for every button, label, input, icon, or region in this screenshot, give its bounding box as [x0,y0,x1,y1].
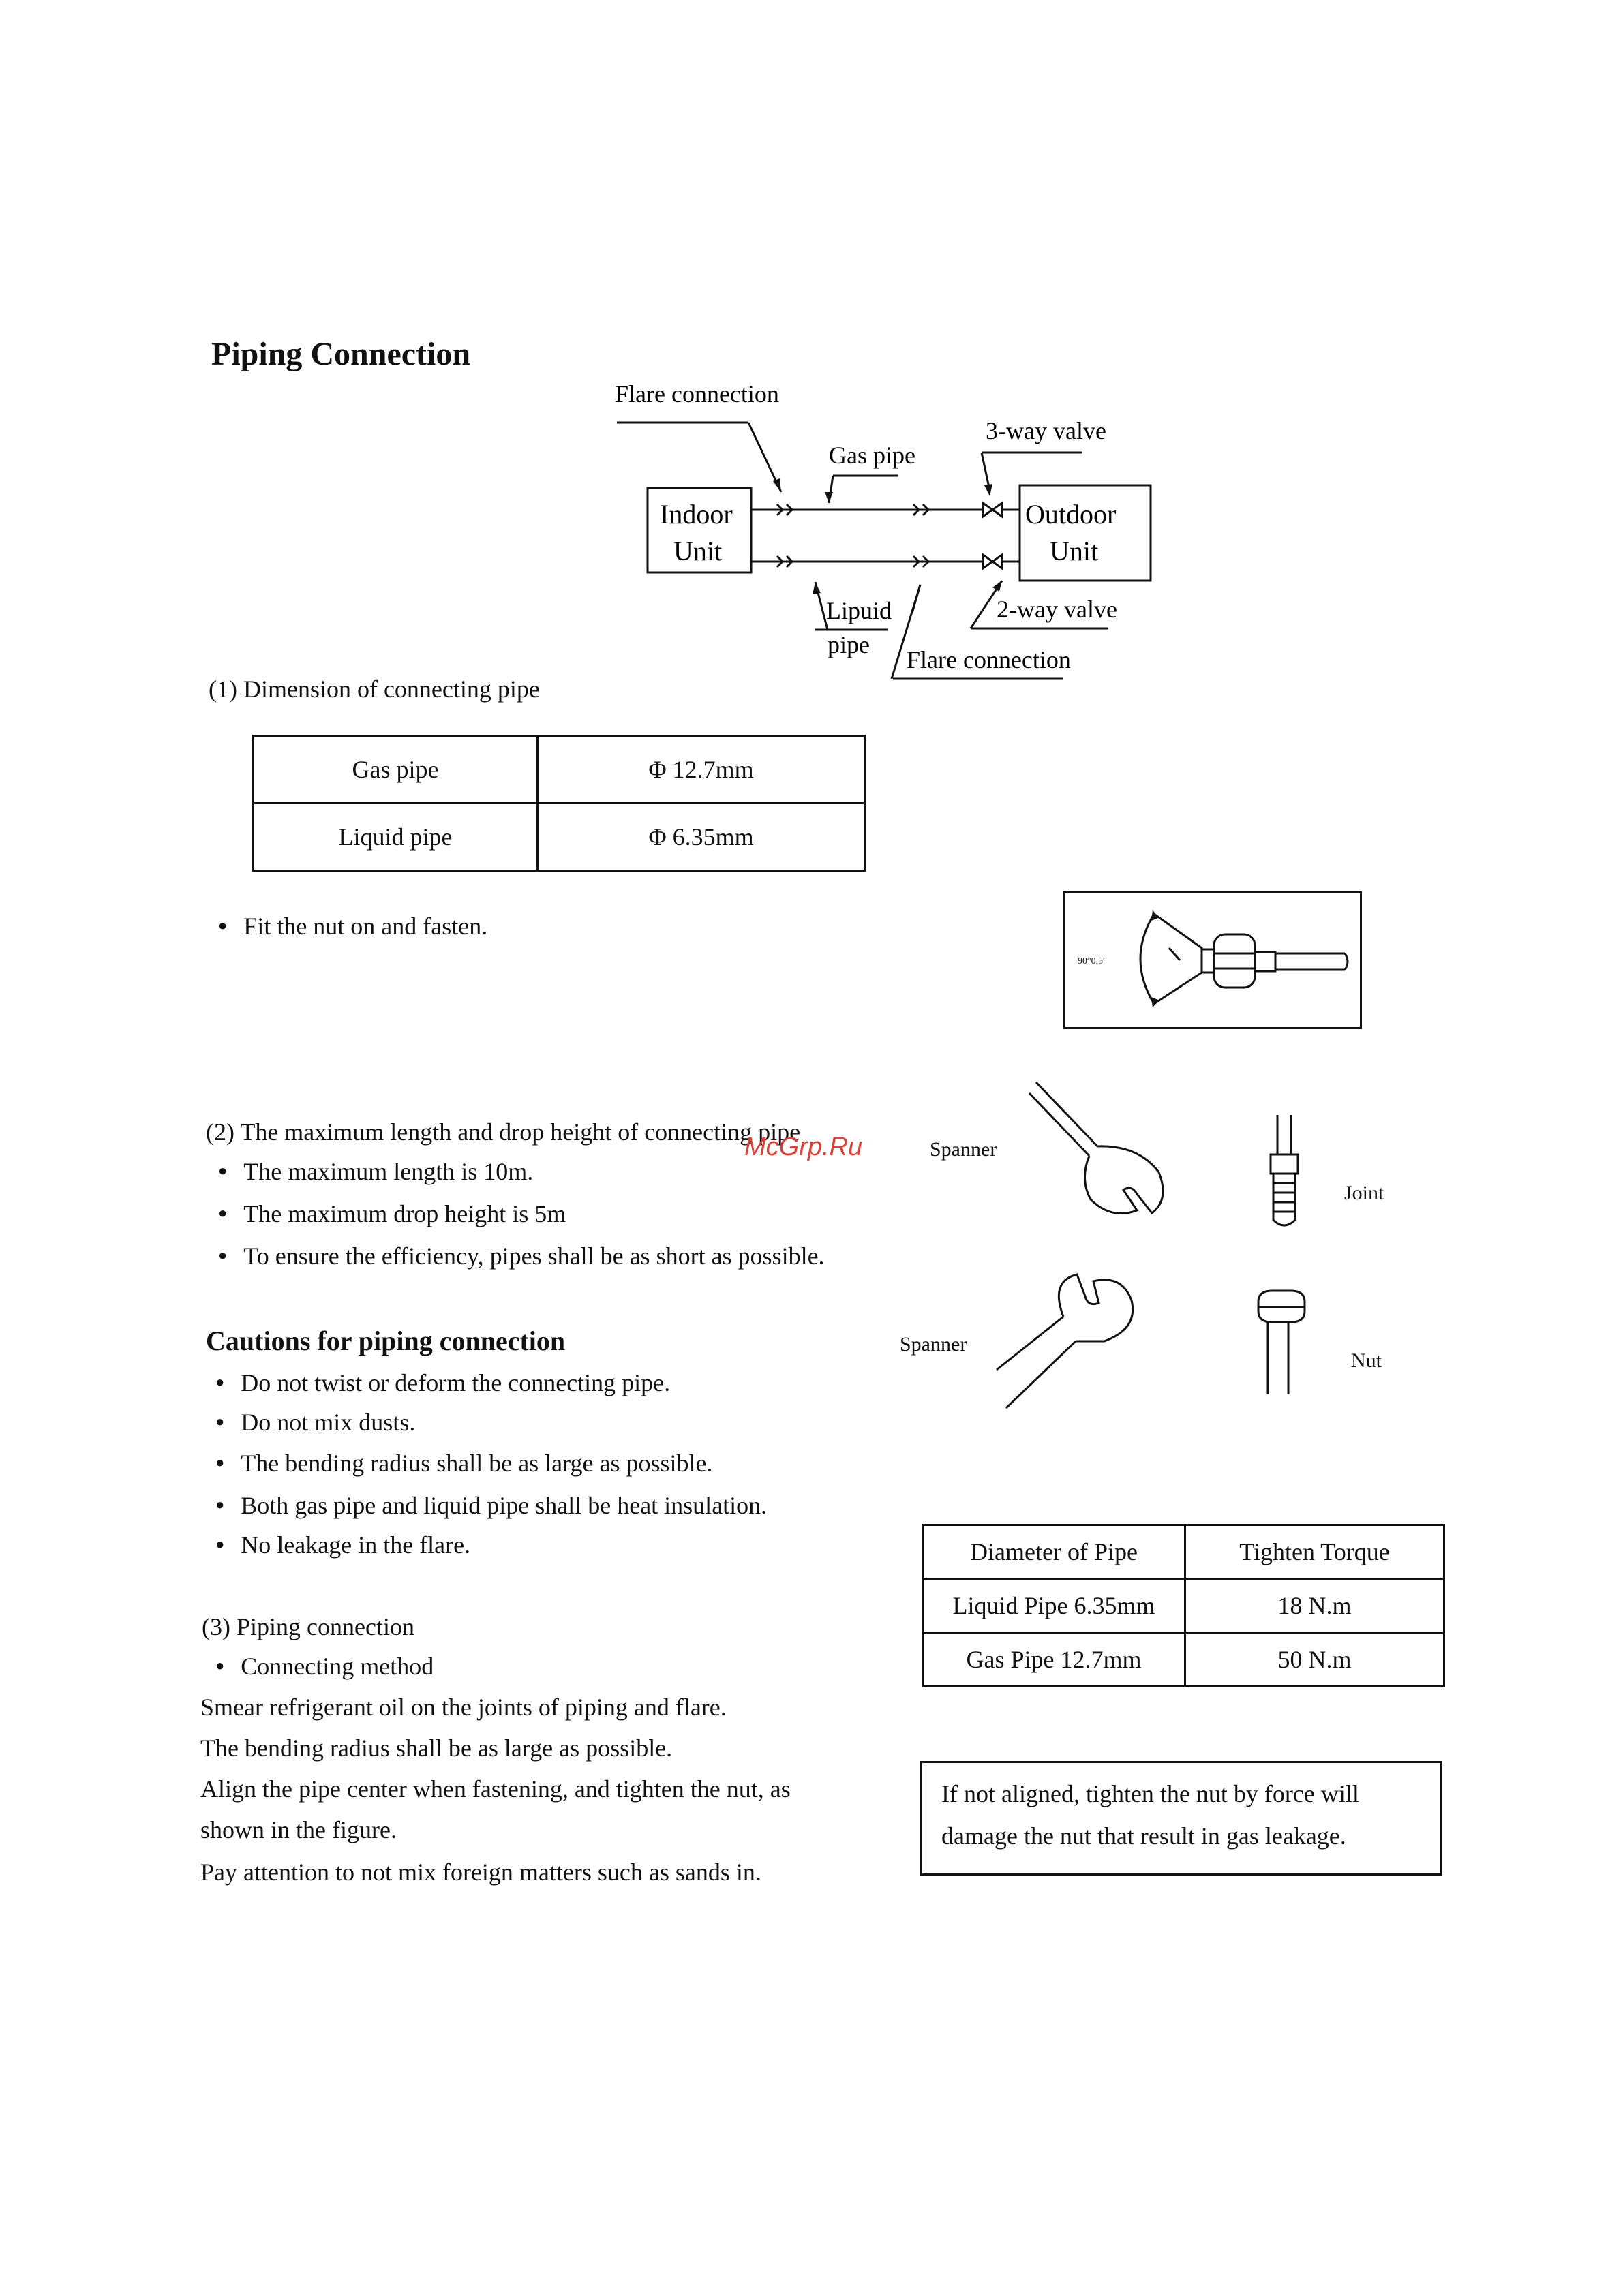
max-length-bullet: ● The maximum length is 10m. [218,1157,533,1186]
table-cell: Gas Pipe 12.7mm [923,1633,1185,1687]
instruction-line: The bending radius shall be as large as possible. [200,1734,673,1762]
three-way-valve-icon [983,503,1002,517]
pipe-value-cell: Φ 6.35mm [538,803,865,871]
indoor-unit-label-2: Unit [673,536,723,566]
flare-angle-label: 90°0.5° [1078,956,1107,966]
flare-connection-bottom-label: Flare connection [907,646,1071,673]
caution-bullet: ● Do not twist or deform the connecting pipe. [215,1368,670,1397]
note-line: If not aligned, tighten the nut by force will [941,1780,1359,1807]
nut-label: Nut [1351,1349,1382,1372]
cautions-heading: Cautions for piping connection [206,1326,566,1356]
two-way-valve-icon [983,555,1002,568]
instruction-line: shown in the figure. [200,1816,397,1843]
table-cell: 50 N.m [1185,1633,1444,1687]
instruction-line: Smear refrigerant oil on the joints of piping and flare. [200,1694,727,1721]
pipe-dimension-table [252,735,866,872]
connecting-method-bullet: ● Connecting method [215,1652,434,1681]
caution-bullet: ● The bending radius shall be as large as possible. [215,1449,712,1478]
spanner-top-label: Spanner [930,1138,997,1161]
warning-note-box [920,1761,1442,1876]
max-drop-bullet: ● The maximum drop height is 5m [218,1199,566,1228]
fit-nut-bullet: ● Fit the nut on and fasten. [218,912,487,940]
table-row [254,803,865,871]
flare-connection-top-label: Flare connection [615,380,779,408]
indoor-unit-label-1: Indoor [660,499,733,530]
joint-label: Joint [1344,1182,1384,1204]
table-row [923,1579,1444,1633]
pipe-name-cell: Liquid pipe [254,803,538,871]
two-way-valve-label: 2-way valve [997,596,1117,623]
table-header: Diameter of Pipe [923,1525,1185,1579]
section1-heading: (1) Dimension of connecting pipe [209,675,540,703]
flare-nut-icon [1065,893,1364,1031]
section3-heading: (3) Piping connection [202,1613,414,1640]
table-row [923,1633,1444,1687]
outdoor-unit-label-1: Outdoor [1025,499,1117,530]
caution-bullet: ● No leakage in the flare. [215,1531,470,1559]
watermark: McGrp.Ru [744,1133,863,1161]
caution-bullet: ● Do not mix dusts. [215,1408,415,1437]
caution-bullet: ● Both gas pipe and liquid pipe shall be heat insulation. [215,1491,767,1520]
three-way-valve-label: 3-way valve [986,417,1106,444]
table-cell: Liquid Pipe 6.35mm [923,1579,1185,1633]
liquid-pipe-label-2: pipe [828,631,870,658]
pipe-name-cell: Gas pipe [254,736,538,803]
efficiency-bullet: ● To ensure the efficiency, pipes shall be as short as possible. [218,1242,825,1270]
pipe-value-cell: Φ 12.7mm [538,736,865,803]
outdoor-unit-label-2: Unit [1050,536,1099,566]
instruction-line: Align the pipe center when fastening, and tighten the nut, as [200,1775,791,1803]
liquid-pipe-label-1: Lipuid [826,597,892,624]
table-row [923,1525,1444,1579]
table-cell: 18 N.m [1185,1579,1444,1633]
table-header: Tighten Torque [1185,1525,1444,1579]
table-row [254,736,865,803]
page-title: Piping Connection [211,336,471,372]
torque-table [922,1524,1445,1687]
gas-pipe-label: Gas pipe [829,442,915,469]
note-line: damage the nut that result in gas leakage. [941,1822,1346,1850]
instruction-line: Pay attention to not mix foreign matters such as sands in. [200,1858,761,1886]
flare-figure [1063,891,1362,1029]
section2-heading: (2) The maximum length and drop height of connecting pipe [206,1118,801,1146]
spanner-bottom-label: Spanner [900,1333,967,1356]
